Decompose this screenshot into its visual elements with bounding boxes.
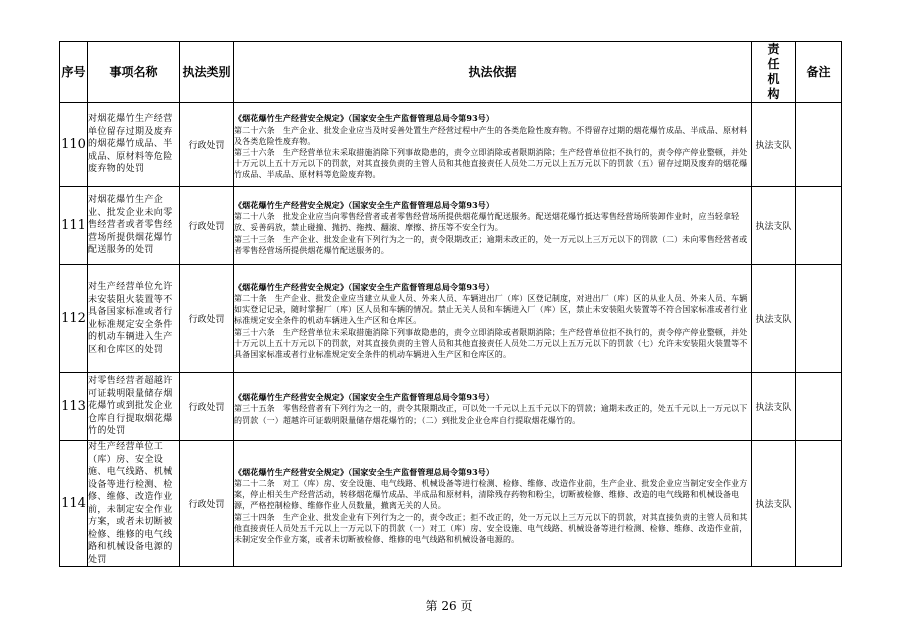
enforcement-basis <box>234 103 752 187</box>
header-note: 备注 <box>796 42 842 103</box>
basis-paragraph: 第三十六条 生产经营单位未采取措施消除下列事故隐患的，责令立即消除或者限期消除；生产经营单位拒不执行的，责令停产停业整顿，并处十万元以上五十万元以下的罚款，对其直接负责的主管人员和其他直接责任人员处二万元以上五万元以下的罚款（七）允许未安装阻火装置等不具备国家标准或者行业标准规定安全条件的机动车辆进入生产区和仓库区的。 <box>234 327 748 359</box>
basis-title: 《烟花爆竹生产经营安全规定》（国家安全生产监督管理总局令第93号） <box>234 281 495 292</box>
basis-paragraph: 第三十三条 生产企业、批发企业有下列行为之一的，责令限期改正；逾期未改正的，处一万元以上三万元以下的罚款（二）未向零售经营者或者零售经营场所提供烟花爆竹配送服务的。 <box>234 234 748 255</box>
note-cell <box>796 441 842 567</box>
enforcement-basis <box>234 187 752 265</box>
header-no: 序号 <box>60 42 88 103</box>
basis-title: 《烟花爆竹生产经营安全规定》（国家安全生产监督管理总局令第93号） <box>234 113 495 124</box>
enforcement-table <box>59 41 842 567</box>
header-basis: 执法依据 <box>234 42 752 103</box>
item-name: 对生产经营单位允许未安装阻火装置等不具备国家标准或者行业标准规定安全条件的机动车辆进入生产区和仓库区的处罚 <box>88 265 180 373</box>
table-header-row <box>60 42 842 103</box>
table-row <box>60 187 842 265</box>
basis-paragraph: 第二十六条 生产企业、批发企业应当及时妥善处置生产经营过程中产生的各类危险性废弃物。不得留存过期的烟花爆竹成品、半成品、原材料及各类危险性废弃物。 <box>234 125 748 146</box>
responsible-org: 执法支队 <box>752 441 796 567</box>
item-name: 对零售经营者超越许可证载明限量储存烟花爆竹或到批发企业仓库自行提取烟花爆竹的处罚 <box>88 373 180 441</box>
basis-paragraph: 第三十四条 生产企业、批发企业有下列行为之一的，责令改正；拒不改正的，处一万元以上三万元以下的罚款，对其直接负责的主管人员和其他直接责任人员处五千元以上一万元以下的罚款（一）对工（库）房、安全设施、电气线路、机械设备等进行检测、检修、维修、改造作业前，未制定安全作业方案，或者未切断被检修、维修的电气线路和机械设备电源的。 <box>234 512 748 544</box>
page-number: 第 26 页 <box>425 599 473 613</box>
table-row <box>60 265 842 373</box>
row-number: 111 <box>60 187 88 265</box>
note-cell <box>796 103 842 187</box>
enforcement-basis <box>234 373 752 441</box>
enforcement-category: 行政处罚 <box>180 441 234 567</box>
enforcement-category: 行政处罚 <box>180 373 234 441</box>
header-category: 执法类别 <box>180 42 234 103</box>
note-cell <box>796 373 842 441</box>
responsible-org: 执法支队 <box>752 265 796 373</box>
responsible-org: 执法支队 <box>752 373 796 441</box>
enforcement-category: 行政处罚 <box>180 187 234 265</box>
table-row <box>60 441 842 567</box>
basis-paragraph: 第二十二条 对工（库）房、安全设施、电气线路、机械设备等进行检测、检修、维修、改造作业前，生产企业、批发企业应当制定安全作业方案，停止相关生产经营活动，转移烟花爆竹成品、半成品和原材料，清除残存药物和粉尘，切断被检修、维修、改造的电气线路和机械设备电源，严格控制检修、维修作业人员数量，撤离无关的人员。 <box>234 478 748 511</box>
basis-title: 《烟花爆竹生产经营安全规定》（国家安全生产监督管理总局令第93号） <box>234 466 495 477</box>
row-number: 110 <box>60 103 88 187</box>
basis-paragraph: 第三十五条 零售经营者有下列行为之一的，责令其限期改正，可以处一千元以上五千元以下的罚款；逾期未改正的，处五千元以上一万元以下的罚款（一）超越许可证载明限量储存烟花爆竹的；（二）到批发企业仓库自行提取烟花爆竹的。 <box>234 404 748 425</box>
responsible-org: 执法支队 <box>752 187 796 265</box>
enforcement-category: 行政处罚 <box>180 265 234 373</box>
row-number: 113 <box>60 373 88 441</box>
row-number: 114 <box>60 441 88 567</box>
table-row <box>60 103 842 187</box>
enforcement-category: 行政处罚 <box>180 103 234 187</box>
item-name: 对烟花爆竹生产经营单位留存过期及废弃的烟花爆竹成品、半成品、原材料等危险废弃物的处罚 <box>88 103 180 187</box>
row-number: 112 <box>60 265 88 373</box>
note-cell <box>796 265 842 373</box>
table-row <box>60 373 842 441</box>
note-cell <box>796 187 842 265</box>
basis-paragraph: 第二十条 生产企业、批发企业应当建立从业人员、外来人员、车辆进出厂（库）区登记制度，对进出厂（库）区的从业人员、外来人员、车辆如实登记记录，随时掌握厂（库）区人员和车辆的情况。禁止无关人员和车辆进入厂（库）区，禁止未安装阻火装置等不符合国家标准或者行业标准规定安全条件的机动车辆进入生产区和仓库区。 <box>234 293 748 326</box>
basis-paragraph: 第二十八条 批发企业应当向零售经营者或者零售经营场所提供烟花爆竹配送服务。配送烟花爆竹抵达零售经营场所装卸作业时，应当轻拿轻放、妥善码放，禁止碰撞、抛扔、拖拽、翻滚、摩擦、挤压等不安全行为。 <box>234 212 740 233</box>
responsible-org: 执法支队 <box>752 103 796 187</box>
item-name: 对生产经营单位工（库）房、安全设施、电气线路、机械设备等进行检测、检修、维修、改造作业前，未制定安全作业方案，或者未切断被检修、维修的电气线路和机械设备电源的处罚 <box>88 441 180 567</box>
enforcement-basis <box>234 265 752 373</box>
basis-title: 《烟花爆竹生产经营安全规定》（国家安全生产监督管理总局令第93号） <box>234 392 495 403</box>
header-org: 责任机构 <box>752 42 796 103</box>
basis-title: 《烟花爆竹生产经营安全规定》（国家安全生产监督管理总局令第93号） <box>234 199 495 210</box>
item-name: 对烟花爆竹生产企业、批发企业未向零售经营者或者零售经营场所提供烟花爆竹配送服务的处罚 <box>88 187 180 265</box>
enforcement-basis <box>234 441 752 567</box>
header-name: 事项名称 <box>88 42 180 103</box>
basis-paragraph: 第三十六条 生产经营单位未采取措施消除下列事故隐患的，责令立即消除或者限期消除；生产经营单位拒不执行的，责令停产停业整顿，并处十万元以上五十万元以下的罚款，对其直接负责的主管人员和其他直接责任人员处二万元以上五万元以下的罚款（五）留存过期及废弃的烟花爆竹成品、半成品、原材料等危险废弃物。 <box>234 148 748 180</box>
